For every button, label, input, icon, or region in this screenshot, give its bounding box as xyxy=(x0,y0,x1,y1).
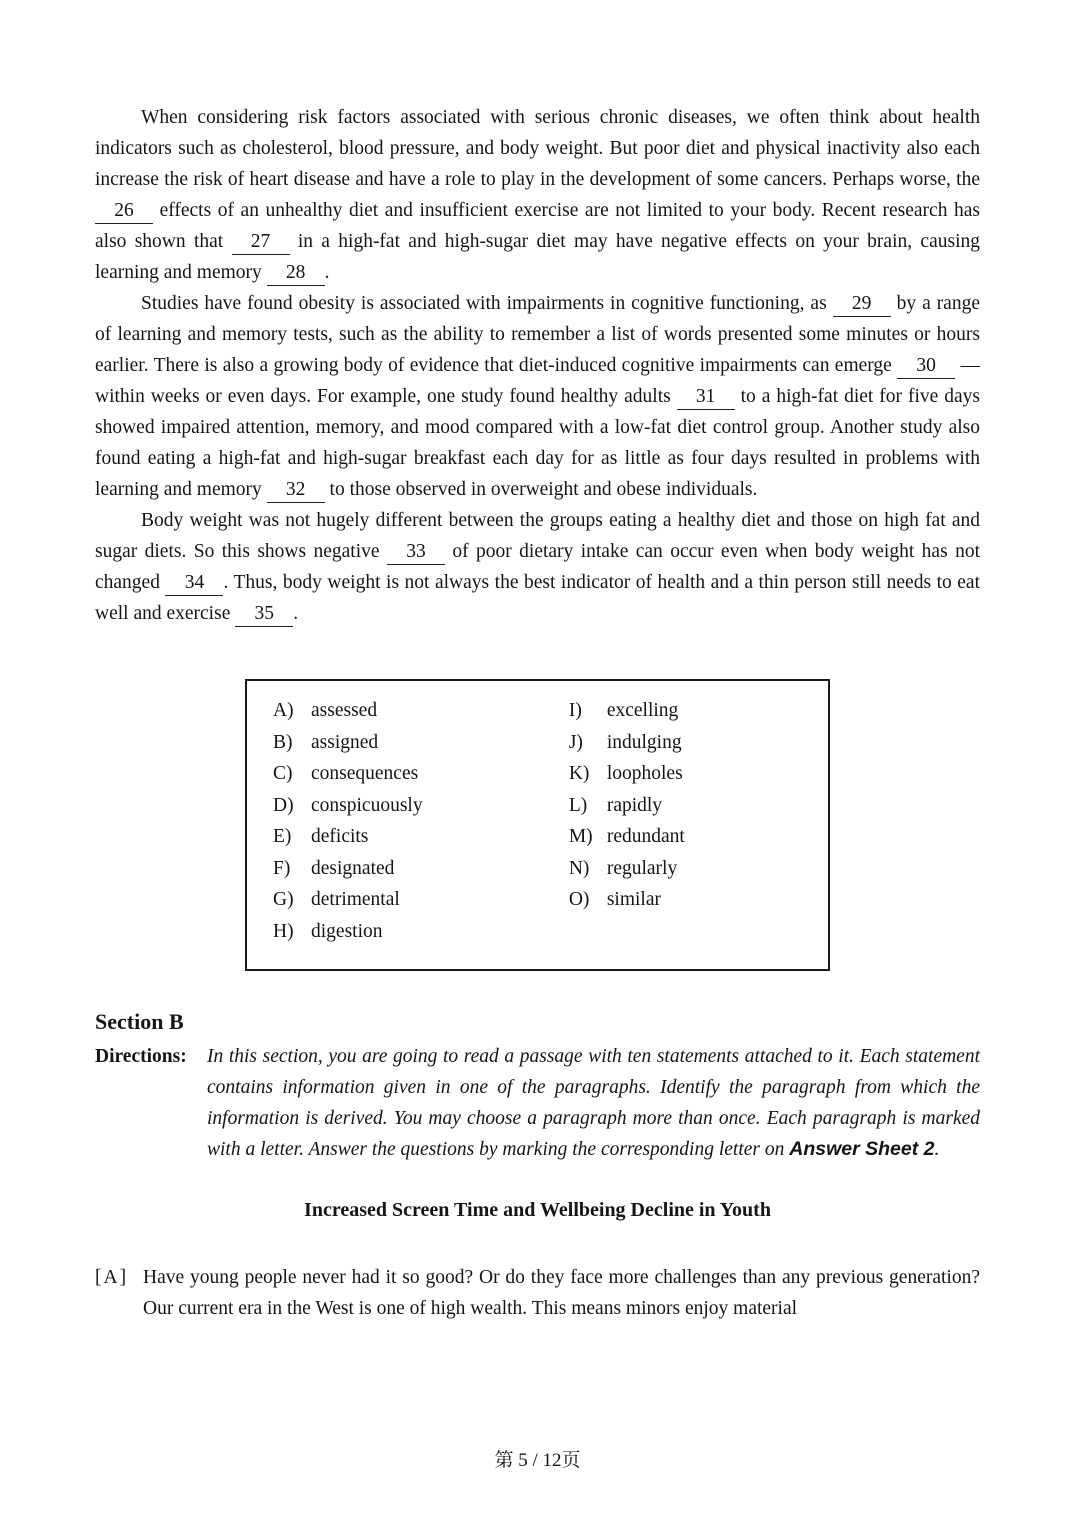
wordbank-item xyxy=(273,853,569,885)
wordbank-letter: E) xyxy=(273,826,292,847)
paragraph-text: —within weeks or even days. For example, one study found healthy adults xyxy=(95,355,980,407)
blank-28: 28 xyxy=(267,261,325,286)
cloze-paragraph-3 xyxy=(95,505,980,629)
blank-34: 34 xyxy=(165,571,223,596)
wordbank-letter: K) xyxy=(568,763,590,784)
section-b-heading: Section B xyxy=(95,1009,184,1034)
wordbank-word: designated xyxy=(311,857,395,879)
directions-text-segment: . xyxy=(934,1139,940,1160)
blank-29: 29 xyxy=(833,292,891,317)
wordbank-word: detrimental xyxy=(311,889,400,910)
wordbank-box xyxy=(245,679,830,971)
wordbank-letter: J) xyxy=(568,731,583,753)
paragraph-text: Body weight was not hugely different between the groups eating a healthy diet and those on high fat and sugar diets. So this shows negative xyxy=(95,510,980,562)
blank-33: 33 xyxy=(387,540,445,565)
wordbank-letter: M) xyxy=(568,826,593,847)
directions-block xyxy=(95,1041,980,1165)
wordbank-letter: L) xyxy=(568,794,588,816)
wordbank-word: deficits xyxy=(311,826,369,847)
paragraph-text: to those observed in overweight and obese individuals. xyxy=(324,479,758,500)
wordbank-letter: N) xyxy=(568,857,590,879)
cloze-paragraph-1 xyxy=(95,102,980,288)
wordbank-letter: O) xyxy=(568,889,590,910)
paragraph-a-label: [A] xyxy=(95,1267,129,1288)
wordbank-item xyxy=(273,727,569,759)
wordbank-letter: H) xyxy=(273,920,294,942)
wordbank-letter: I) xyxy=(568,700,582,721)
wordbank-word: assigned xyxy=(311,731,379,753)
wordbank-item xyxy=(569,853,818,885)
wordbank-letter: A) xyxy=(273,700,294,721)
answer-sheet-reference: Answer Sheet 2 xyxy=(789,1138,935,1160)
wordbank-word: indulging xyxy=(606,731,682,753)
wordbank-word: similar xyxy=(606,889,661,910)
paragraph-text: . xyxy=(293,603,299,624)
wordbank-word: excelling xyxy=(606,700,679,721)
wordbank-word: digestion xyxy=(311,920,383,942)
wordbank-word: regularly xyxy=(606,857,678,879)
page-footer: 第 5 / 12页 xyxy=(494,1450,581,1471)
wordbank-item xyxy=(569,727,818,759)
wordbank-letter: F) xyxy=(273,857,291,879)
paragraph-text: by a range of learning and memory tests, such as the ability to remember a list of words presented some minutes or hours earlier. There is also a growing body of evidence that diet-induced cognitive impairments can emerge xyxy=(95,293,980,376)
wordbank-item xyxy=(273,790,569,822)
paragraph-a-text: Have young people never had it so good? Or do they face more challenges than any previous generation? Our current era in the West is one of high wealth. This means minors enjoy material xyxy=(143,1267,980,1319)
paragraph-text: . Thus, body weight is not always the best indicator of health and a thin person still needs to eat well and exercise xyxy=(95,572,980,624)
wordbank-word: loopholes xyxy=(606,763,683,784)
directions-text xyxy=(207,1046,980,1160)
wordbank-item xyxy=(273,758,569,790)
wordbank-letter: B) xyxy=(273,731,293,753)
blank-26: 26 xyxy=(95,199,153,224)
paragraph-text: . xyxy=(324,262,330,283)
directions-label: Directions: xyxy=(95,1046,187,1067)
cloze-paragraph-2 xyxy=(95,288,980,505)
wordbank-word: conspicuously xyxy=(311,794,423,816)
blank-30: 30 xyxy=(897,354,955,379)
wordbank-item xyxy=(273,916,569,948)
blank-27: 27 xyxy=(232,230,290,255)
paragraph-text: to a high-fat diet for five days showed impaired attention, memory, and mood compared with a low-fat diet control group. Another study also found eating a high-fat and high-sugar breakfast each day for as little as four days resulted in problems with learning and memory xyxy=(95,386,980,500)
wordbank-word: consequences xyxy=(311,763,419,784)
wordbank-item xyxy=(273,695,569,727)
wordbank-item xyxy=(273,821,569,853)
passage-paragraph-a xyxy=(95,1262,980,1324)
wordbank-letter: C) xyxy=(273,763,293,784)
wordbank-item xyxy=(569,758,818,790)
blank-31: 31 xyxy=(677,385,735,410)
wordbank-letter: D) xyxy=(273,794,294,816)
wordbank-item xyxy=(569,884,818,916)
blank-35: 35 xyxy=(235,602,293,627)
paragraph-text: effects of an unhealthy diet and insufficient exercise are not limited to your body. Recent research has also shown that xyxy=(95,200,980,252)
wordbank-word: assessed xyxy=(311,700,378,721)
wordbank-column-left xyxy=(273,695,569,947)
paragraph-text: in a high-fat and high-sugar diet may have negative effects on your brain, causing learning and memory xyxy=(95,231,981,283)
blank-32: 32 xyxy=(267,478,325,503)
wordbank-item xyxy=(569,790,818,822)
paragraph-text: of poor dietary intake can occur even when body weight has not changed xyxy=(95,541,980,593)
passage-title: Increased Screen Time and Wellbeing Decline in Youth xyxy=(304,1199,771,1221)
wordbank-word: redundant xyxy=(606,826,685,847)
paragraph-text: Studies have found obesity is associated with impairments in cognitive functioning, as xyxy=(141,293,833,314)
wordbank-letter: G) xyxy=(273,889,294,910)
wordbank-item xyxy=(569,821,818,853)
wordbank-item xyxy=(569,695,818,727)
paragraph-text: When considering risk factors associated with serious chronic diseases, we often think about health indicators such as cholesterol, blood pressure, and body weight. But poor diet and physical inactivity also each increase the risk of heart disease and have a role to play in the development of some cancers. Perhaps worse, the xyxy=(95,107,980,190)
directions-text-segment: In this section, you are going to read a passage with ten statements attached to it. Each statement contains information given in one of the paragraphs. Identify the paragraph from which the information is derived. You may choose a paragraph more than once. Each paragraph is marked with a letter. Answer the questions by marking the corresponding letter on xyxy=(207,1046,980,1160)
wordbank-word: rapidly xyxy=(606,794,663,816)
wordbank-column-right xyxy=(569,695,818,947)
wordbank-item xyxy=(273,884,569,916)
